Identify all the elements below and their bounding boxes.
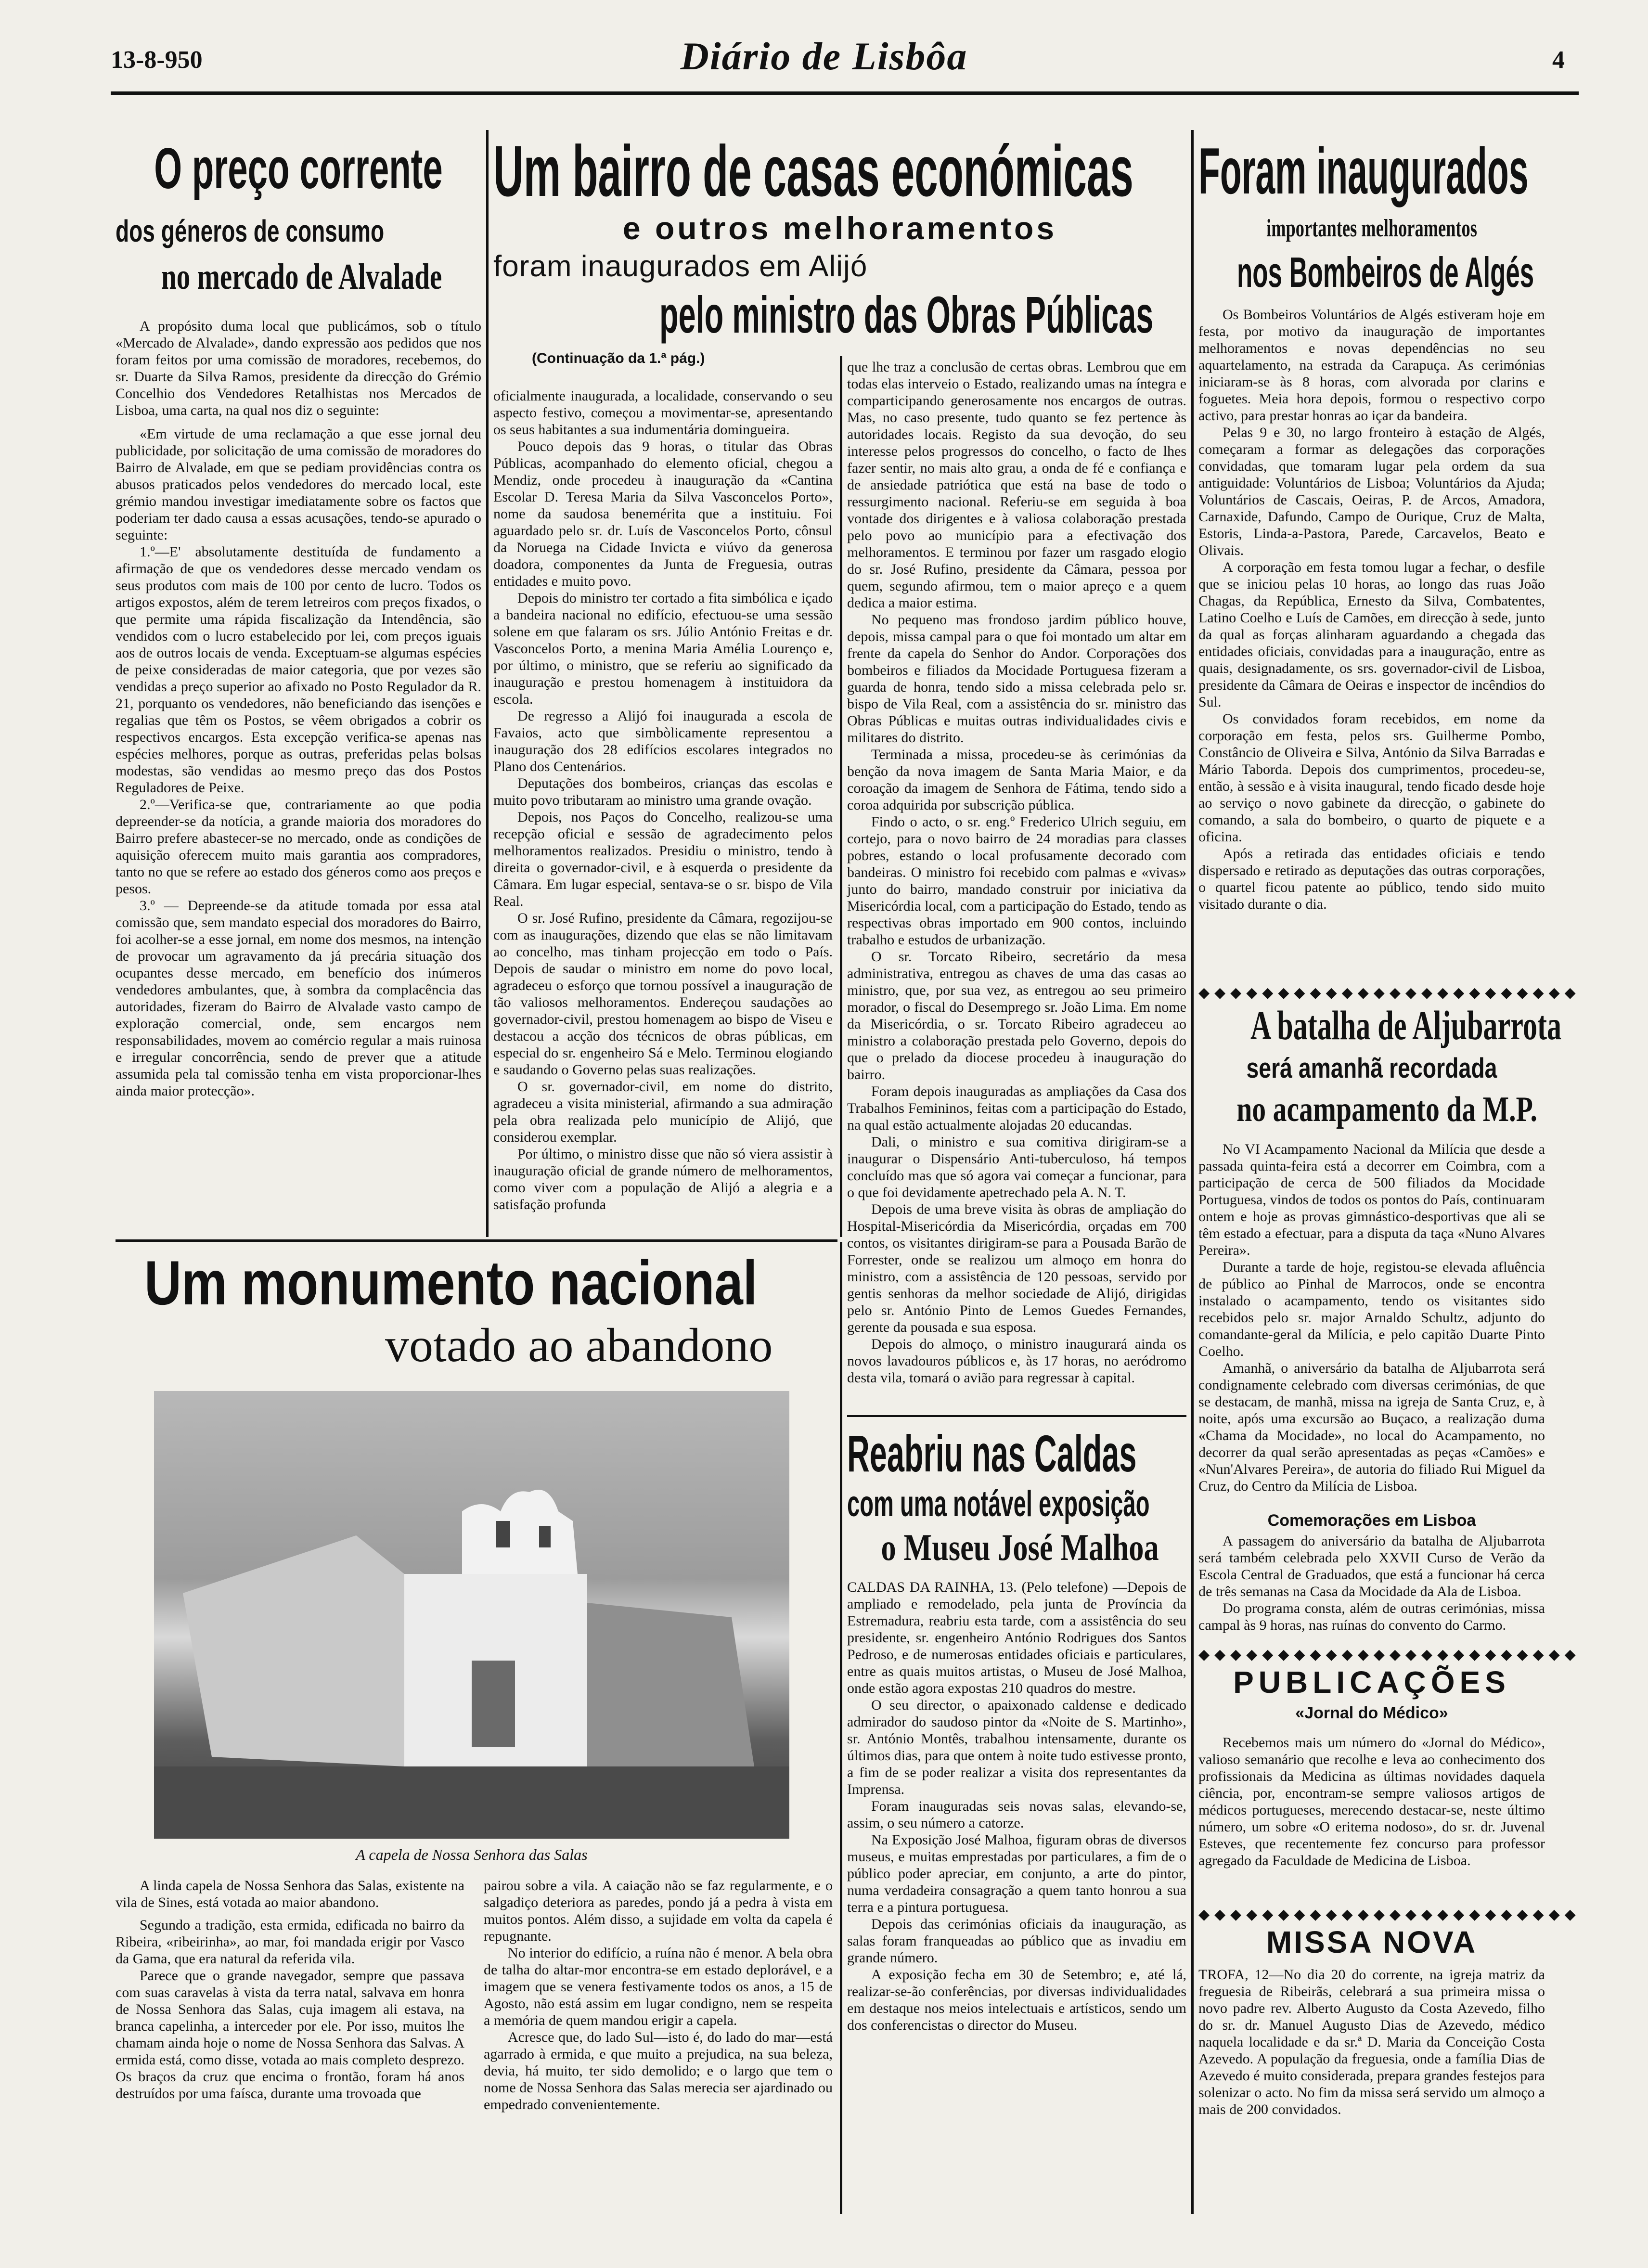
paragraph: No pequeno mas frondoso jardim público houve, depois, missa campal para o que foi montado um altar em frente da capela do Senhor do Andor. Corporações dos bombeiros e filiados da Mocidade Portuguesa fizeram a guarda de honra, tendo sido a missa celebrada pelo sr. bispo de Vila Real, com a assistência do sr. ministro das Obras Públicas e muitas outras individualidades civis e militares do distrito.	[847, 612, 1186, 746]
article-body	[1198, 1533, 1545, 1648]
paragraph: A linda capela de Nossa Senhora das Salas, existente na vila de Sines, está votada ao maior abandono.	[116, 1878, 464, 1910]
photo-caption: A capela de Nossa Senhora das Salas	[356, 1846, 588, 1863]
headline: O preço corrente	[154, 136, 443, 201]
paragraph: Após a retirada das entidades oficiais e tendo dispersado e retirado as deputações das outras corporações, o quartel ficou patente ao público, tendo sido muito visitado durante o dia.	[1198, 846, 1545, 912]
article-monumento	[116, 1247, 835, 2214]
paragraph: Acresce que, do lado Sul—isto é, do lado do mar—está agarrado à ermida, e que muito a prejudica, na sua beleza, devia, há muito, ter sido demolido; e o largo que tem o nome de Nossa Senhora das Salas merecia ser ajardinado ou empedrado convenientemente.	[484, 2029, 833, 2113]
article-caldas	[847, 1425, 1186, 2214]
subheadline: e outros melhoramentos	[622, 210, 1057, 246]
headline: Um monumento nacional	[144, 1248, 758, 1318]
paragraph: O sr. governador-civil, em nome do distrito, agradeceu a visita ministerial, afirmando a sua admiração pela obra realizada pelo município de Alijó, que considerou exemplar.	[493, 1079, 833, 1145]
issue-date: 13-8-950	[111, 46, 203, 74]
paragraph: Foram depois inauguradas as ampliações da Casa dos Trabalhos Femininos, feitas com a participação do Estado, na qual estão actualmente alojadas 20 educandas.	[847, 1083, 1186, 1133]
paragraph: Parece que o grande navegador, sempre que passava com suas caravelas à vista da terra natal, salvava em honra de Nossa Senhora das Salas, cuja imagem ali estava, na branca capelinha, a interceder por ele. Por isso, muitos lhe chamam ainda hoje o nome de Nossa Senhora das Salvas. A ermida está, como disse, votada ao mais completo desprezo. Os braços da cruz que encima o frontão, foram há anos destruídos por uma faísca, durante uma trovoada que	[116, 1968, 464, 2101]
subheadline: no mercado de Alvalade	[161, 257, 442, 297]
paragraph: TROFA, 12—No dia 20 do corrente, na igreja matriz da freguesia de Ribeirãs, celebrará a sua primeira missa o novo padre rev. Alberto Augusto da Costa Azevedo, filho do sr. dr. Manuel Augusto Dias de Azevedo, médico naquela localidade e da sr.ª D. Maria da Conceição Costa Azevedo. A população da freguesia, onde a família Dias de Azevedo é muito considerada, prepara grandes festejos para solenizar o acto. No fim da missa será servido um almoço a mais de 200 convidados.	[1198, 1967, 1545, 2117]
headline: A batalha de Aljubarrota	[1250, 1002, 1562, 1048]
paragraph: Por último, o ministro disse que não só viera assistir à inauguração oficial de grande número de melhoramentos, como viver com a população de Alijó a alegria e a satisfação profunda	[493, 1146, 833, 1212]
paragraph: Depois de uma breve visita às obras de ampliação do Hospital-Misericórdia da Misericórdia, orçadas em 700 contos, os visitantes dirigiram-se para a Pousada Barão de Forrester, onde se realizou um almoço em honra do ministro, com a assistência de 120 pessoas, servido por gentis senhoras da melhor sociedade de Alijó, dirigidas pelo sr. António Pinto de Lemos Guedes Fernandes, gerente da pousada e sua esposa.	[847, 1201, 1186, 1335]
paragraph: Depois do ministro ter cortado a fita simbólica e içado a bandeira nacional no edifício, efectuou-se uma sessão solene em que falaram os srs. Júlio António Freitas e dr. Vasconcelos Porto, a menina Maria Amélia Lourenço e, por último, o ministro, que se referiu ao significado da inauguração e prestou homenagem à instituidora da escola.	[493, 590, 833, 707]
article-column	[484, 1877, 833, 2209]
subheadline: com uma notável exposição	[847, 1483, 1150, 1524]
column-rule	[840, 1242, 842, 2214]
paragraph: Foram inauguradas seis novas salas, elevando-se, assim, o seu número a catorze.	[847, 1798, 1186, 1831]
paragraph: A corporação em festa tomou lugar a fechar, o desfile que se iniciou pelas 10 horas, ao longo das ruas João Chagas, da República, Ernesto da Silva, Combatentes, Latino Coelho e Luís de Camões, em direcção à sede, junto da qual as forças alinharam aguardando a chegada das entidades oficiais, convidadas para a inauguração, entre as quais, designadamente, os srs. governador-civil de Lisboa, presidente da Câmara de Oeiras e inspector de incêndios do Sul.	[1198, 559, 1545, 710]
paragraph: No VI Acampamento Nacional da Milícia que desde a passada quinta-feira está a decorrer em Coimbra, com a participação de cerca de 500 filiados da Mocidade Portuguesa, vindos de todos os pontos do País, continuaram ontem e hoje as provas gimnástico-desportivas que ali se têm estado a efectuar, para a disputa da taça «Nuno Alvares Pereira».	[1198, 1141, 1545, 1258]
paragraph: CALDAS DA RAINHA, 13. (Pelo telefone) —Depois de ampliado e remodelado, pela junta de Província da Estremadura, reabriu esta tarde, com a assistência do seu presidente, sr. engenheiro António Rodrigues dos Santos Pedroso, e de numerosas entidades oficiais e particulares, entre as quais muitos artistas, o Museu de José Malhoa, onde estão agora expostas 210 quadros do mestre.	[847, 1579, 1186, 1696]
paragraph: «Em virtude de uma reclamação a que esse jornal deu publicidade, por solicitação de uma comissão de moradores do Bairro de Alvalade, em que se pediam providências contra os abusos praticados pelos vendedores do mercado local, este grémio mandou investigar imediatamente sobre os factos que poderiam ter dado causa a essas acusações, tendo-se apurado o seguinte:	[116, 426, 481, 543]
chapel-illustration	[154, 1391, 789, 1839]
subheadline: «Jornal do Médico»	[1295, 1704, 1448, 1722]
paragraph: Durante a tarde de hoje, registou-se elevada afluência de público ao Pinhal de Marrocos, onde se encontra instalado o acampamento, tendo os visitantes sido recebidos pelo sr. major Arnaldo Schultz, adjunto do comandante-geral da Milícia, e pelo capitão Duarte Pinto Coelho.	[1198, 1259, 1545, 1359]
article-body	[1198, 1734, 1545, 1893]
section-rule	[847, 1415, 1186, 1417]
subhead: Comemorações em Lisboa	[1267, 1511, 1476, 1530]
paragraph: Pelas 9 e 30, no largo fronteiro à estação de Algés, começaram a formar as delegações das corporações convidadas, que tomaram lugar pela ordem da sua antiguidade: Voluntários de Lisboa; Voluntários da Ajuda; Voluntários de Cascais, Oeiras, P. de Arcos, Amadora, Carnaxide, Dafundo, Campo de Ourique, Cruz de Malta, Estoris, Linda-a-Pastora, Parede, Carcavelos, Beato e Olivais.	[1198, 425, 1545, 558]
paragraph: Deputações dos bombeiros, crianças das escolas e muito povo tributaram ao ministro uma grande ovação.	[493, 775, 833, 808]
article-column	[116, 1877, 464, 2209]
subheadline: o Museu José Malhoa	[881, 1526, 1159, 1568]
paragraph: Os Bombeiros Voluntários de Algés estiveram hoje em festa, por motivo da inauguração de importantes melhoramentos e novas dependências no seu aquartelamento, na estrada da Carapuça. As cerimónias iniciaram-se às 8 horas, com alvorada por clarins e foguetes. Meia hora depois, formou o respectivo corpo activo, para prestar honras ao içar da bandeira.	[1198, 307, 1545, 424]
paragraph: O sr. José Rufino, presidente da Câmara, regozijou-se com as inaugurações, dizendo que elas se não limitavam ao concelho, mas tinham projecção em todo o País. Depois de saudar o ministro em nome do povo local, agradeceu o esforço que tornou possível a inauguração de tão valiosos melhoramentos. Endereçou saudações ao governador-civil, prestou homenagem ao bispo de Viseu e destacou a acção dos técnicos de obras públicas, em especial do sr. engenheiro Sá e Melo. Terminou elogiando e saudando o Governo pelas suas realizações.	[493, 910, 833, 1078]
paragraph: De regresso a Alijó foi inaugurada a escola de Favaios, acto que simbòlicamente representou a inauguração dos 28 edifícios escolares integrados no Plano dos Centenários.	[493, 708, 833, 774]
paragraph: Amanhã, o aniversário da batalha de Aljubarrota será condignamente celebrado com diversas cerimónias, de que se destacam, de manhã, missa na igreja de Santa Cruz, e, à noite, após uma excursão ao Buçaco, a realização duma «Chama da Mocidade», no local do Acampamento, no decorrer da qual serão apresentadas as peças «Camões» e «Nun'Alvares Pereira», de autoria do filiado Rui Miguel da Cruz, do Centro da Milícia de Lisboa.	[1198, 1360, 1545, 1494]
paragraph: A propósito duma local que publicámos, sob o título «Mercado de Alvalade», dando expressão aos pedidos que nos foram feitos por uma comissão de moradores, recebemos, do sr. Duarte da Silva Ramos, presidente da direcção do Grémio Concelhio dos Vendedores Retalhistas nos Mercados de Lisboa, uma carta, na qual nos diz o seguinte:	[116, 318, 481, 418]
paragraph: que lhe traz a conclusão de certas obras. Lembrou que em todas elas interveio o Estado, realizando umas na íntegra e comparticipando generosamente nos encargos de outras. Mas, no caso presente, tudo quanto se fez pertence às autoridades locais. Registo da sua devoção, do seu interesse pelos progressos do concelho, o facto de lhes fazer sentir, no mais alto grau, a onda de fé e confiança e de ansiedade patriótica que está na base de todo o ressurgimento nacional. Referiu-se em seguida à boa vontade dos dirigentes e à valiosa colaboração prestada pelo povo ao município para a efectivação dos melhoramentos. E terminou por fazer um rasgado elogio do sr. José Rufino, presidente da Câmara, pessoa por quem, segundo afirmou, tem o maior apreço e a quem dedica a maior estima.	[847, 359, 1186, 611]
paragraph: Depois do almoço, o ministro inaugurará ainda os novos lavadouros públicos e, às 17 horas, no aeródromo desta vila, tomará o avião para regressar à capital.	[847, 1336, 1186, 1386]
article-body	[847, 1579, 1186, 2209]
headline: Reabriu nas Caldas	[847, 1424, 1137, 1482]
article-aljubarrota	[1198, 1001, 1562, 1646]
paragraph: O sr. Torcato Ribeiro, secretário da mesa administrativa, entregou as chaves de uma das casas ao ministro, que, por sua vez, as entregou ao seu primeiro morador, o fiscal do Desemprego sr. João Lima. Em nome da Misericórdia, o sr. Torcato Ribeiro agradeceu ao ministro a colaboração prestada pelo Governo, depois do que o prelado da diocese procedeu à inauguração do bairro.	[847, 949, 1186, 1082]
paragraph: oficialmente inaugurada, a localidade, conservando o seu aspecto festivo, começou a movimentar-se, apresentando os seus habitantes a sua indumentária domingueira.	[493, 388, 833, 438]
separator: ◆◆◆◆◆◆◆◆◆◆◆◆◆◆◆◆◆◆◆◆◆◆◆◆	[1198, 1907, 1581, 1922]
continuation-note: (Continuação da 1.ª pág.)	[532, 350, 705, 366]
paragraph: Na Exposição José Malhoa, figuram obras de diversos museus, e muitas emprestadas por particulares, a fim de o público poder apreciar, em conjunto, a arte do pintor, numa verdadeira consagração a quem tanto honrou a sua terra e a pintura portuguesa.	[847, 1832, 1186, 1915]
paragraph: Os convidados foram recebidos, em nome da corporação em festa, pelos srs. Guilherme Pombo, Constâncio de Oliveira e Silva, António da Silva Barradas e Mário Taborda. Depois dos cumprimentos, procedeu-se, então, à sessão e à visita inaugural, tendo ficado desde hoje ao serviço o novo gabinete da direcção, o gabinete do comando, a sala do bombeiro, o quarto de piquete e a oficina.	[1198, 711, 1545, 845]
paragraph: pairou sobre a vila. A caiação não se faz regularmente, e o salgadiço deteriora as paredes, pondo já a pedra à vista em muitos pontos. Além disso, a sujidade em volta da capela é repugnante.	[484, 1878, 833, 1944]
paragraph: 2.º—Verifica-se que, contrariamente ao que podia depreender-se da notícia, a grande maioria dos moradores do Bairro prefere abastecer-se no mercado, onde as condições de aquisição oferecem muito mais garantia aos compradores, tanto no que se refere ao estado dos géneros como aos preços e pesos.	[116, 797, 481, 897]
article-publicacoes	[1198, 1663, 1545, 1899]
paragraph: Depois, nos Paços do Concelho, realizou-se uma recepção oficial e sessão de agradecimento pelos melhoramentos realizados. Presidiu o ministro, tendo à direita o governador-civil, e à esquerda o presidente da Câmara. Em lugar especial, sentava-se o sr. bispo de Vila Real.	[493, 809, 833, 909]
column-rule	[486, 130, 489, 1237]
article-column	[493, 387, 833, 1235]
subheadline: no acampamento da M.P.	[1236, 1090, 1537, 1129]
separator: ◆◆◆◆◆◆◆◆◆◆◆◆◆◆◆◆◆◆◆◆◆◆◆◆	[1198, 1647, 1581, 1662]
paragraph: 3.º — Depreende-se da atitude tomada por essa atal comissão que, sem mandato especial dos moradores do Bairro, foi acolher-se a esse jornal, em nome dos mesmos, na intenção de provocar um agravamento da já precária situação dos ocupantes desse mercado, em benefício dos inúmeros vendedores ambulantes, que, à sombra da complacência das autoridades, fizeram do Bairro de Alvalade vasto campo de exploração comercial, onde, sem encargos nem responsabilidades, movem ao comércio regular a mais ruinosa e irregular concorrência, sendo de prever que a atitude assumida pela tal comissão tenha em vista proporcionar-lhes ainda maior protecção».	[116, 898, 481, 1099]
section-rule	[116, 1239, 837, 1242]
paragraph: No interior do edifício, a ruína não é menor. A bela obra de talha do altar-mor encontra-se em estado deplorável, e a imagem que se venera festivamente todos os anos, a 15 de Agosto, não está assim em lugar condigno, nem se respeita a memória de quem mandou erigir a capela.	[484, 1945, 833, 2028]
headline: MISSA NOVA	[1266, 1925, 1478, 1959]
paragraph: Dali, o ministro e sua comitiva dirigiram-se a inaugurar o Dispensário Anti-tuberculoso, há tempos concluído mas que só agora vai começar a funcionar, para o que foi devidamente apetrechado pela A. N. T.	[847, 1134, 1186, 1200]
article-column	[847, 359, 1186, 1386]
page-number: 4	[1552, 46, 1565, 74]
article-body	[116, 318, 481, 1213]
article-body	[1198, 306, 1545, 956]
subheadline: importantes melhoramentos	[1266, 215, 1477, 242]
paragraph: Terminada a missa, procedeu-se às cerimónias da benção da nova imagem de Santa Maria Maior, e da coroação da imagem de Senhora de Fátima, tendo sido a coroa adquirida por subscrição pública.	[847, 747, 1186, 813]
paragraph: Do programa consta, além de outras cerimónias, missa campal às 9 horas, nas ruínas do convento do Carmo.	[1198, 1600, 1545, 1633]
subheadline: nos Bombeiros de Algés	[1237, 248, 1534, 296]
article-preco	[116, 135, 481, 1242]
headline: Foram inaugurados	[1198, 134, 1529, 207]
paragraph: Depois das cerimónias oficiais da inauguração, as salas foram franqueadas ao público que as invadiu em grande número.	[847, 1916, 1186, 1966]
article-bombeiros	[1198, 135, 1545, 972]
column-rule	[1191, 130, 1194, 2214]
masthead-rule	[111, 91, 1579, 95]
headline: PUBLICAÇÕES	[1233, 1665, 1510, 1700]
subheadline: dos géneros de consumo	[116, 214, 385, 248]
paragraph: Pouco depois das 9 horas, o titular das Obras Públicas, acompanhado do elemento oficial, chegou a Mendiz, onde procedeu à inauguração da «Cantina Escolar D. Teresa Maria da Silva Vasconcelos Porto», nome da saudosa benemérita que a instituiu. Foi aguardado pelo sr. dr. Luís de Vasconcelos Porto, cônsul da Noruega na Cidade Invicta e viúvo da generosa doadora, componentes da Junta de Freguesia, outras entidades e muito povo.	[493, 438, 833, 589]
subheadline: pelo ministro das Obras Públicas	[659, 285, 1154, 344]
subheadline: votado ao abandono	[385, 1318, 773, 1372]
paragraph: Findo o acto, o sr. eng.º Frederico Ulrich seguiu, em cortejo, para o novo bairro de 24 moradias para classes pobres, estando o local profusamente decorado com bandeiras. O ministro foi recebido com palmas e «vivas» junto do bairro, mandado construir por iniciativa da Misericórdia local, com a participação do Estado, tendo as respectivas obras importado em 900 contos, incluindo trabalho e estudos de urbanização.	[847, 814, 1186, 948]
headline: Um bairro de casas económicas	[493, 130, 1133, 211]
paragraph: Recebemos mais um número do «Jornal do Médico», valioso semanário que recolhe e leva ao conhecimento dos profissionais da Medicina as últimas novidades daquela ciência, por, encontram-se sempre valiosos artigos de médicos portugueses, merecendo destacar-se, neste último número, um sobre «O eritema nodoso», do sr. dr. Juvenal Esteves, que recentemente fez concurso para professor agregado da Faculdade de Medicina de Lisboa.	[1198, 1735, 1545, 1869]
separator: ◆◆◆◆◆◆◆◆◆◆◆◆◆◆◆◆◆◆◆◆◆◆◆◆	[1198, 985, 1581, 1001]
subheadline: foram inaugurados em Alijó	[493, 250, 868, 283]
article-body	[1198, 1141, 1545, 1502]
newspaper-title: Diário de Lisbôa	[680, 34, 968, 78]
paragraph: 1.º—E' absolutamente destituída de fundamento a afirmação de que os vendedores desse mercado vendam os seus produtos com mais de 100 por cento de lucro. Todos os artigos expostos, além de terem letreiros com preços fixados, o que permite uma rápida fiscalização da Intendência, são vendidos com o lucro estabelecido por lei, com preços iguais aos de outros locais de venda. Exceptuam-se algumas espécies de peixe consideradas de maior categoria, que por vezes são vendidas a preço superior ao afixado no Posto Regulador da R. 21, porquanto os vendedores, não beneficiando das isenções e regalias que têm os Postos, se vêem obrigados a cobrir os respectivos encargos. Esta excepção verifica-se apenas nas espécies melhores, porque as outras, preferidas pelas bolsas modestas, são vendidas ao mesmo preço das dos Postos Reguladores de Peixe.	[116, 544, 481, 796]
paragraph: A exposição fecha em 30 de Setembro; e, até lá, realizar-se-ão conferências, por diversas individualidades em destaque nos meios intelectuais e artísticos, sendo um dos conferencistas o director do Museu.	[847, 1967, 1186, 2033]
article-body	[1198, 1966, 1545, 2207]
chapel-photo	[154, 1391, 789, 1839]
article-missa	[1198, 1923, 1545, 2212]
paragraph: A passagem do aniversário da batalha de Aljubarrota será também celebrada pelo XXVII Curso de Verão da Escola Central de Graduados, que está a funcionar há cerca de três semanas na Casa da Mocidade da Ala de Lisboa.	[1198, 1533, 1545, 1599]
paragraph: Segundo a tradição, esta ermida, edificada no bairro da Ribeira, «ribeirinha», ao mar, foi mandada erigir por Vasco da Gama, que era natural da referida vila.	[116, 1917, 464, 1967]
subheadline: será amanhã recordada	[1246, 1053, 1497, 1084]
paragraph: O seu director, o apaixonado caldense e dedicado admirador do saudoso pintor da «Noite de S. Martinho», sr. António Montês, trabalhou intensamente, durante os últimos dias, para que ontem à noite tudo estivesse pronto, a fim de se poder realizar a visita dos representantes da Imprensa.	[847, 1697, 1186, 1797]
